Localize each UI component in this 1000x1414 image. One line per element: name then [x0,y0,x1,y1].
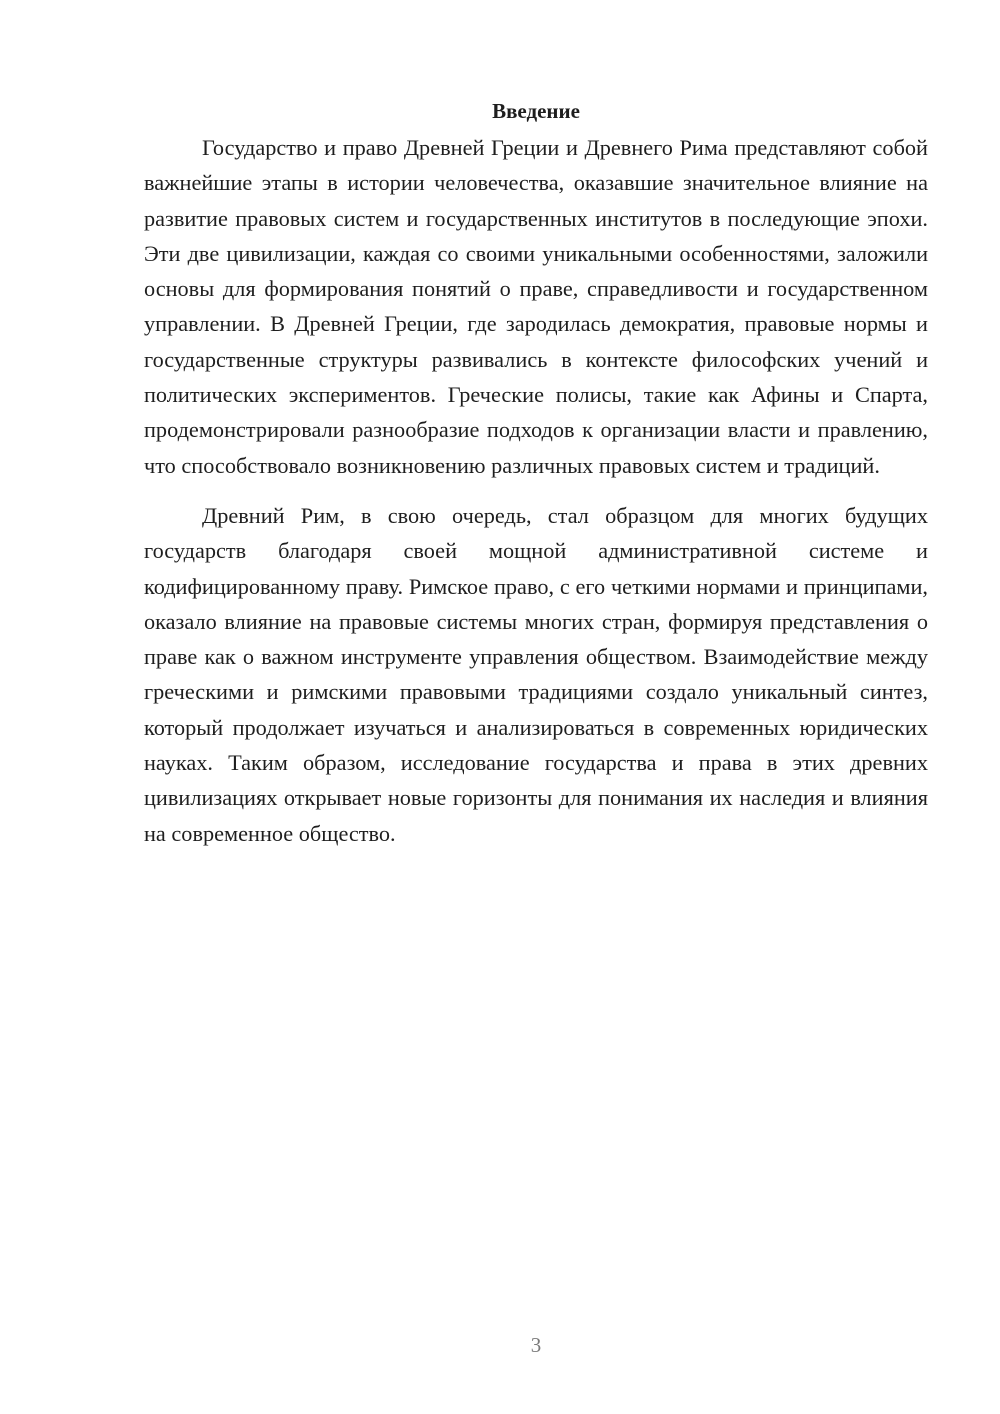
page-content [144,94,928,851]
page-number: 3 [530,1333,542,1357]
paragraph-rome: Древний Рим, в свою очередь, стал образцом для многих будущих государств благодаря своей мощной административной системе и кодифицированному праву. Римское право, с его четкими нормами и принципами, оказало влияние на правовые системы многих стран, формируя представления о праве как о важном инструменте управления обществом. Взаимодействие между греческими и римскими правовыми традициями создало уникальный синтез, который продолжает изучаться и анализироваться в современных юридических науках. Таким образом, исследование государства и права в этих древних цивилизациях открывает новые горизонты для понимания их наследия и влияния на современное общество. [144,502,928,846]
paragraph-greece: Государство и право Древней Греции и Древнего Рима представляют собой важнейшие этапы в истории человечества, оказавшие значительное влияние на развитие правовых систем и государственных институтов в последующие эпохи. Эти две цивилизации, каждая со своими уникальными особенностями, заложили основы для формирования понятий о праве, справедливости и государственном управлении. В Древней Греции, где зародилась демократия, правовые нормы и государственные структуры развивались в контексте философских учений и политических экспериментов. Греческие полисы, такие как Афины и Спарта, продемонстрировали разнообразие подходов к организации власти и правлению, что способствовало возникновению различных правовых систем и традиций. [144,135,928,478]
section-title: Введение [492,99,580,123]
